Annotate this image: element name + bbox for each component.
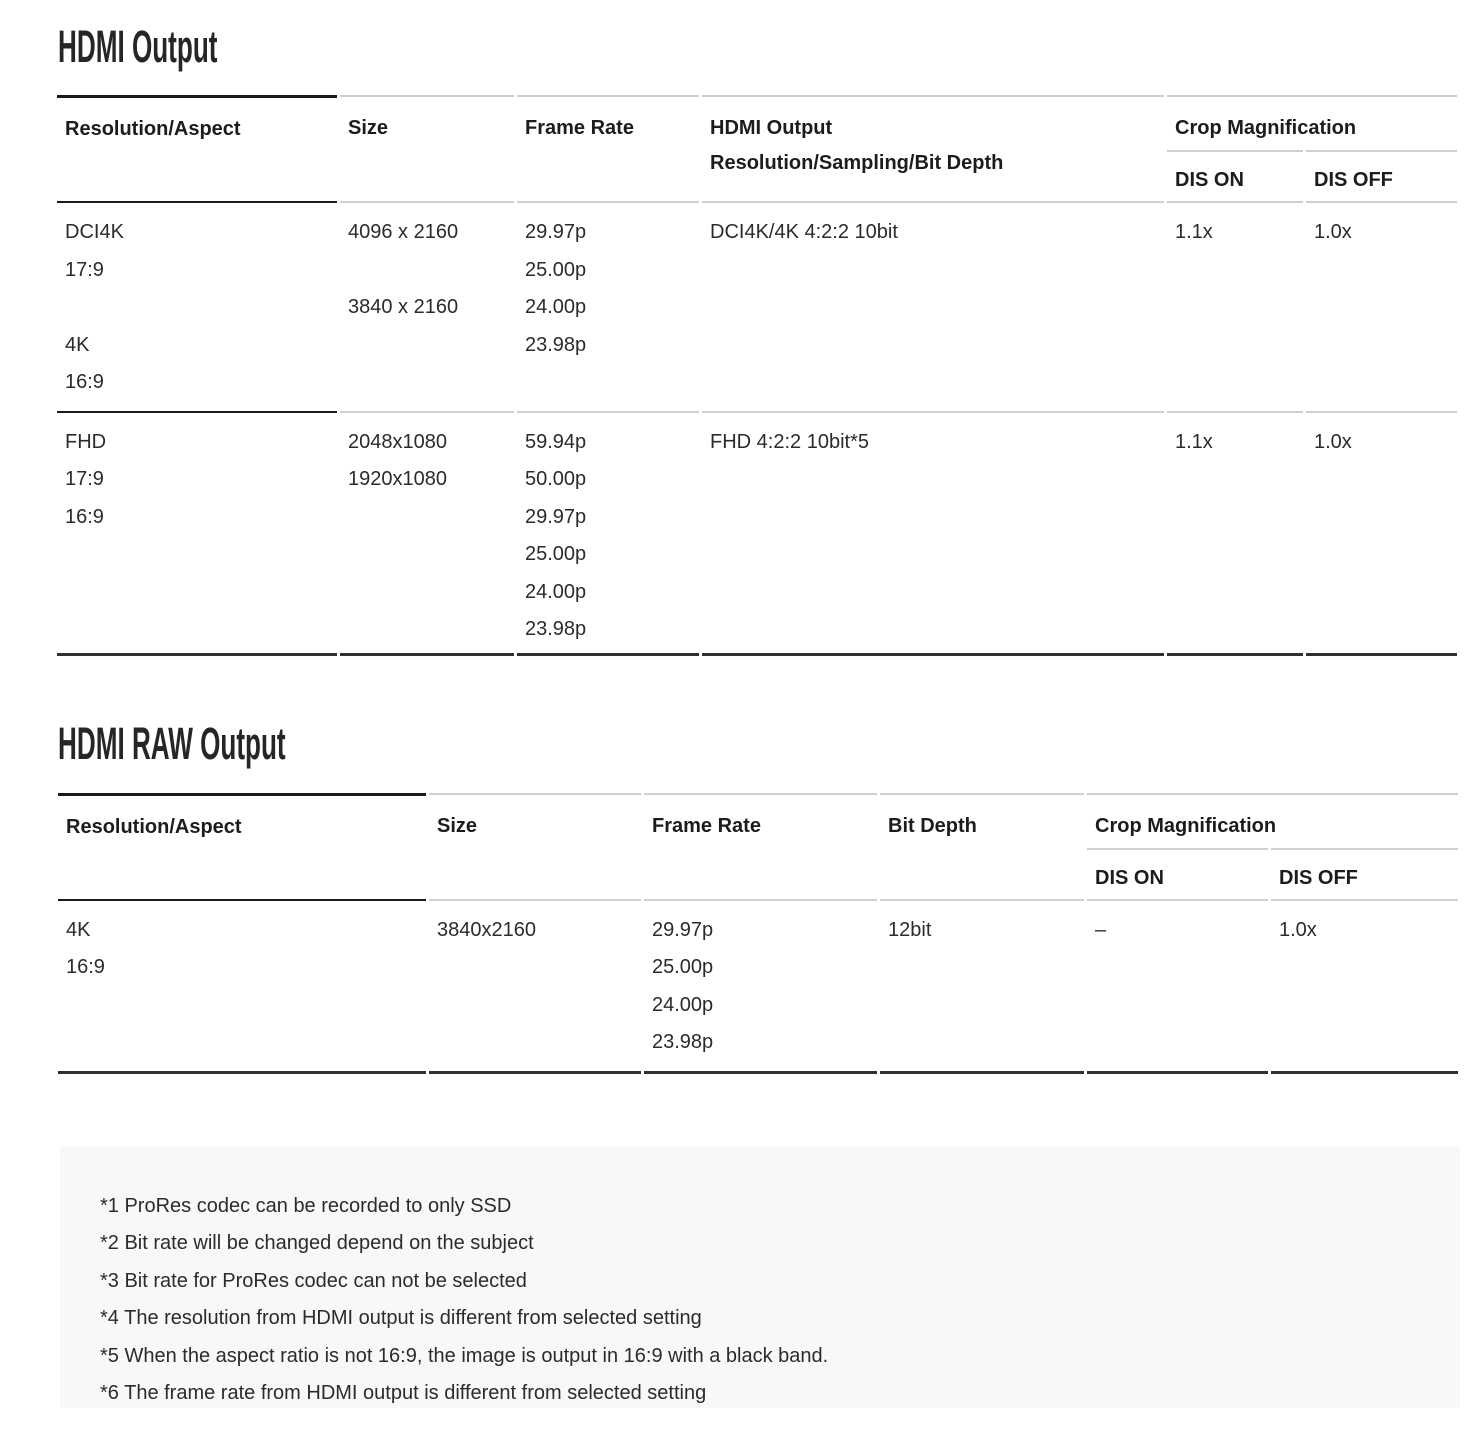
cell-line: 1.1x [1175,430,1213,453]
footnote-line: *4 The resolution from HDMI output is different from selected setting [100,1307,702,1330]
cell-line: 24.00p [525,296,587,318]
cell-frame-rate [517,411,699,656]
cell-line: 16:9 [65,371,104,393]
cell-line: – [1095,918,1107,941]
cell-line: 23.98p [652,1031,714,1053]
cell-dis-on [1087,901,1268,1074]
cell-line: 12bit [888,918,932,941]
col-header-bit-depth: Bit Depth [880,793,1084,901]
col-header-crop-magnification: Crop Magnification [1087,793,1458,848]
header-line: Resolution/Sampling/Bit Depth [710,152,1004,174]
footnote-line: *6 The frame rate from HDMI output is different from selected setting [100,1382,707,1405]
cell-dis-on [1167,411,1303,656]
cell-line: 4096 x 2160 [348,221,459,243]
cell-line: 24.00p [525,580,587,603]
cell-line: 17:9 [65,258,104,281]
footnote-line: *3 Bit rate for ProRes codec can not be selected [100,1269,527,1292]
cell-line: 50.00p [525,468,587,490]
cell-line: 1920x1080 [348,468,447,490]
cell-resolution-aspect [57,203,337,411]
cell-line: FHD 4:2:2 10bit*5 [710,430,869,453]
col-header-size: Size [429,793,641,901]
cell-dis-on [1167,203,1303,411]
cell-line: DCI4K [65,221,124,243]
cell-line: 25.00p [525,543,587,565]
col-header-crop-magnification: Crop Magnification [1167,95,1457,150]
col-header-dis-off: DIS OFF [1271,848,1458,901]
cell-line [348,252,506,290]
cell-line: 1.0x [1314,430,1352,453]
col-header-frame-rate: Frame Rate [517,95,699,203]
cell-size [429,901,641,1074]
section-title-hdmi-raw-output: HDMI RAW Output [58,717,286,769]
cell-line [65,289,329,327]
cell-line: 1.0x [1279,918,1317,941]
footnote-line: *2 Bit rate will be changed depend on the subject [100,1232,534,1255]
cell-line: 25.00p [525,258,587,281]
cell-line: 3840 x 2160 [348,296,459,318]
hdmi-raw-output-table [58,793,1466,1074]
footnote-line: *5 When the aspect ratio is not 16:9, the image is output in 16:9 with a black band. [100,1344,829,1367]
cell-dis-off [1306,203,1457,411]
col-header-dis-on: DIS ON [1087,848,1268,901]
cell-line: 3840x2160 [437,918,536,941]
cell-line: 2048x1080 [348,430,447,453]
footnotes-panel [60,1146,1460,1408]
col-header-resolution-aspect: Resolution/Aspect [58,793,426,901]
col-header-dis-on: DIS ON [1167,150,1303,203]
cell-dis-off [1271,901,1458,1074]
section-title-hdmi-output: HDMI Output [58,21,218,72]
cell-line: 29.97p [525,221,587,243]
cell-line: 16:9 [66,956,105,978]
cell-line: FHD [65,430,107,453]
col-header-size: Size [340,95,514,203]
cell-size [340,411,514,656]
cell-line: 25.00p [652,956,714,978]
cell-line: 1.1x [1175,221,1213,243]
cell-hdmi-output [702,203,1164,411]
cell-line: 1.0x [1314,221,1352,243]
cell-bit-depth [880,901,1084,1074]
col-header-frame-rate: Frame Rate [644,793,877,901]
hdmi-output-table [57,95,1466,656]
cell-size [340,203,514,411]
cell-frame-rate [644,901,877,1074]
col-header-hdmi-output-resolution-sampling-bit-depth [702,95,1164,203]
cell-line: 24.00p [652,993,714,1016]
cell-resolution-aspect [57,411,337,656]
cell-line: 23.98p [525,618,587,640]
cell-resolution-aspect [58,901,426,1074]
cell-line: 59.94p [525,430,587,453]
col-header-dis-off: DIS OFF [1306,150,1457,203]
cell-hdmi-output [702,411,1164,656]
footnote-line: *1 ProRes codec can be recorded to only SSD [100,1194,512,1217]
cell-line: 29.97p [525,505,587,528]
cell-line: 4K [66,918,91,941]
cell-dis-off [1306,411,1457,656]
cell-frame-rate [517,203,699,411]
cell-line: DCI4K/4K 4:2:2 10bit [710,221,898,243]
cell-line: 4K [65,333,90,356]
cell-line: 16:9 [65,505,104,528]
header-line: HDMI Output [710,117,833,139]
cell-line: 29.97p [652,918,714,941]
cell-line: 17:9 [65,468,104,490]
col-header-resolution-aspect: Resolution/Aspect [57,95,337,203]
cell-line: 23.98p [525,333,587,356]
